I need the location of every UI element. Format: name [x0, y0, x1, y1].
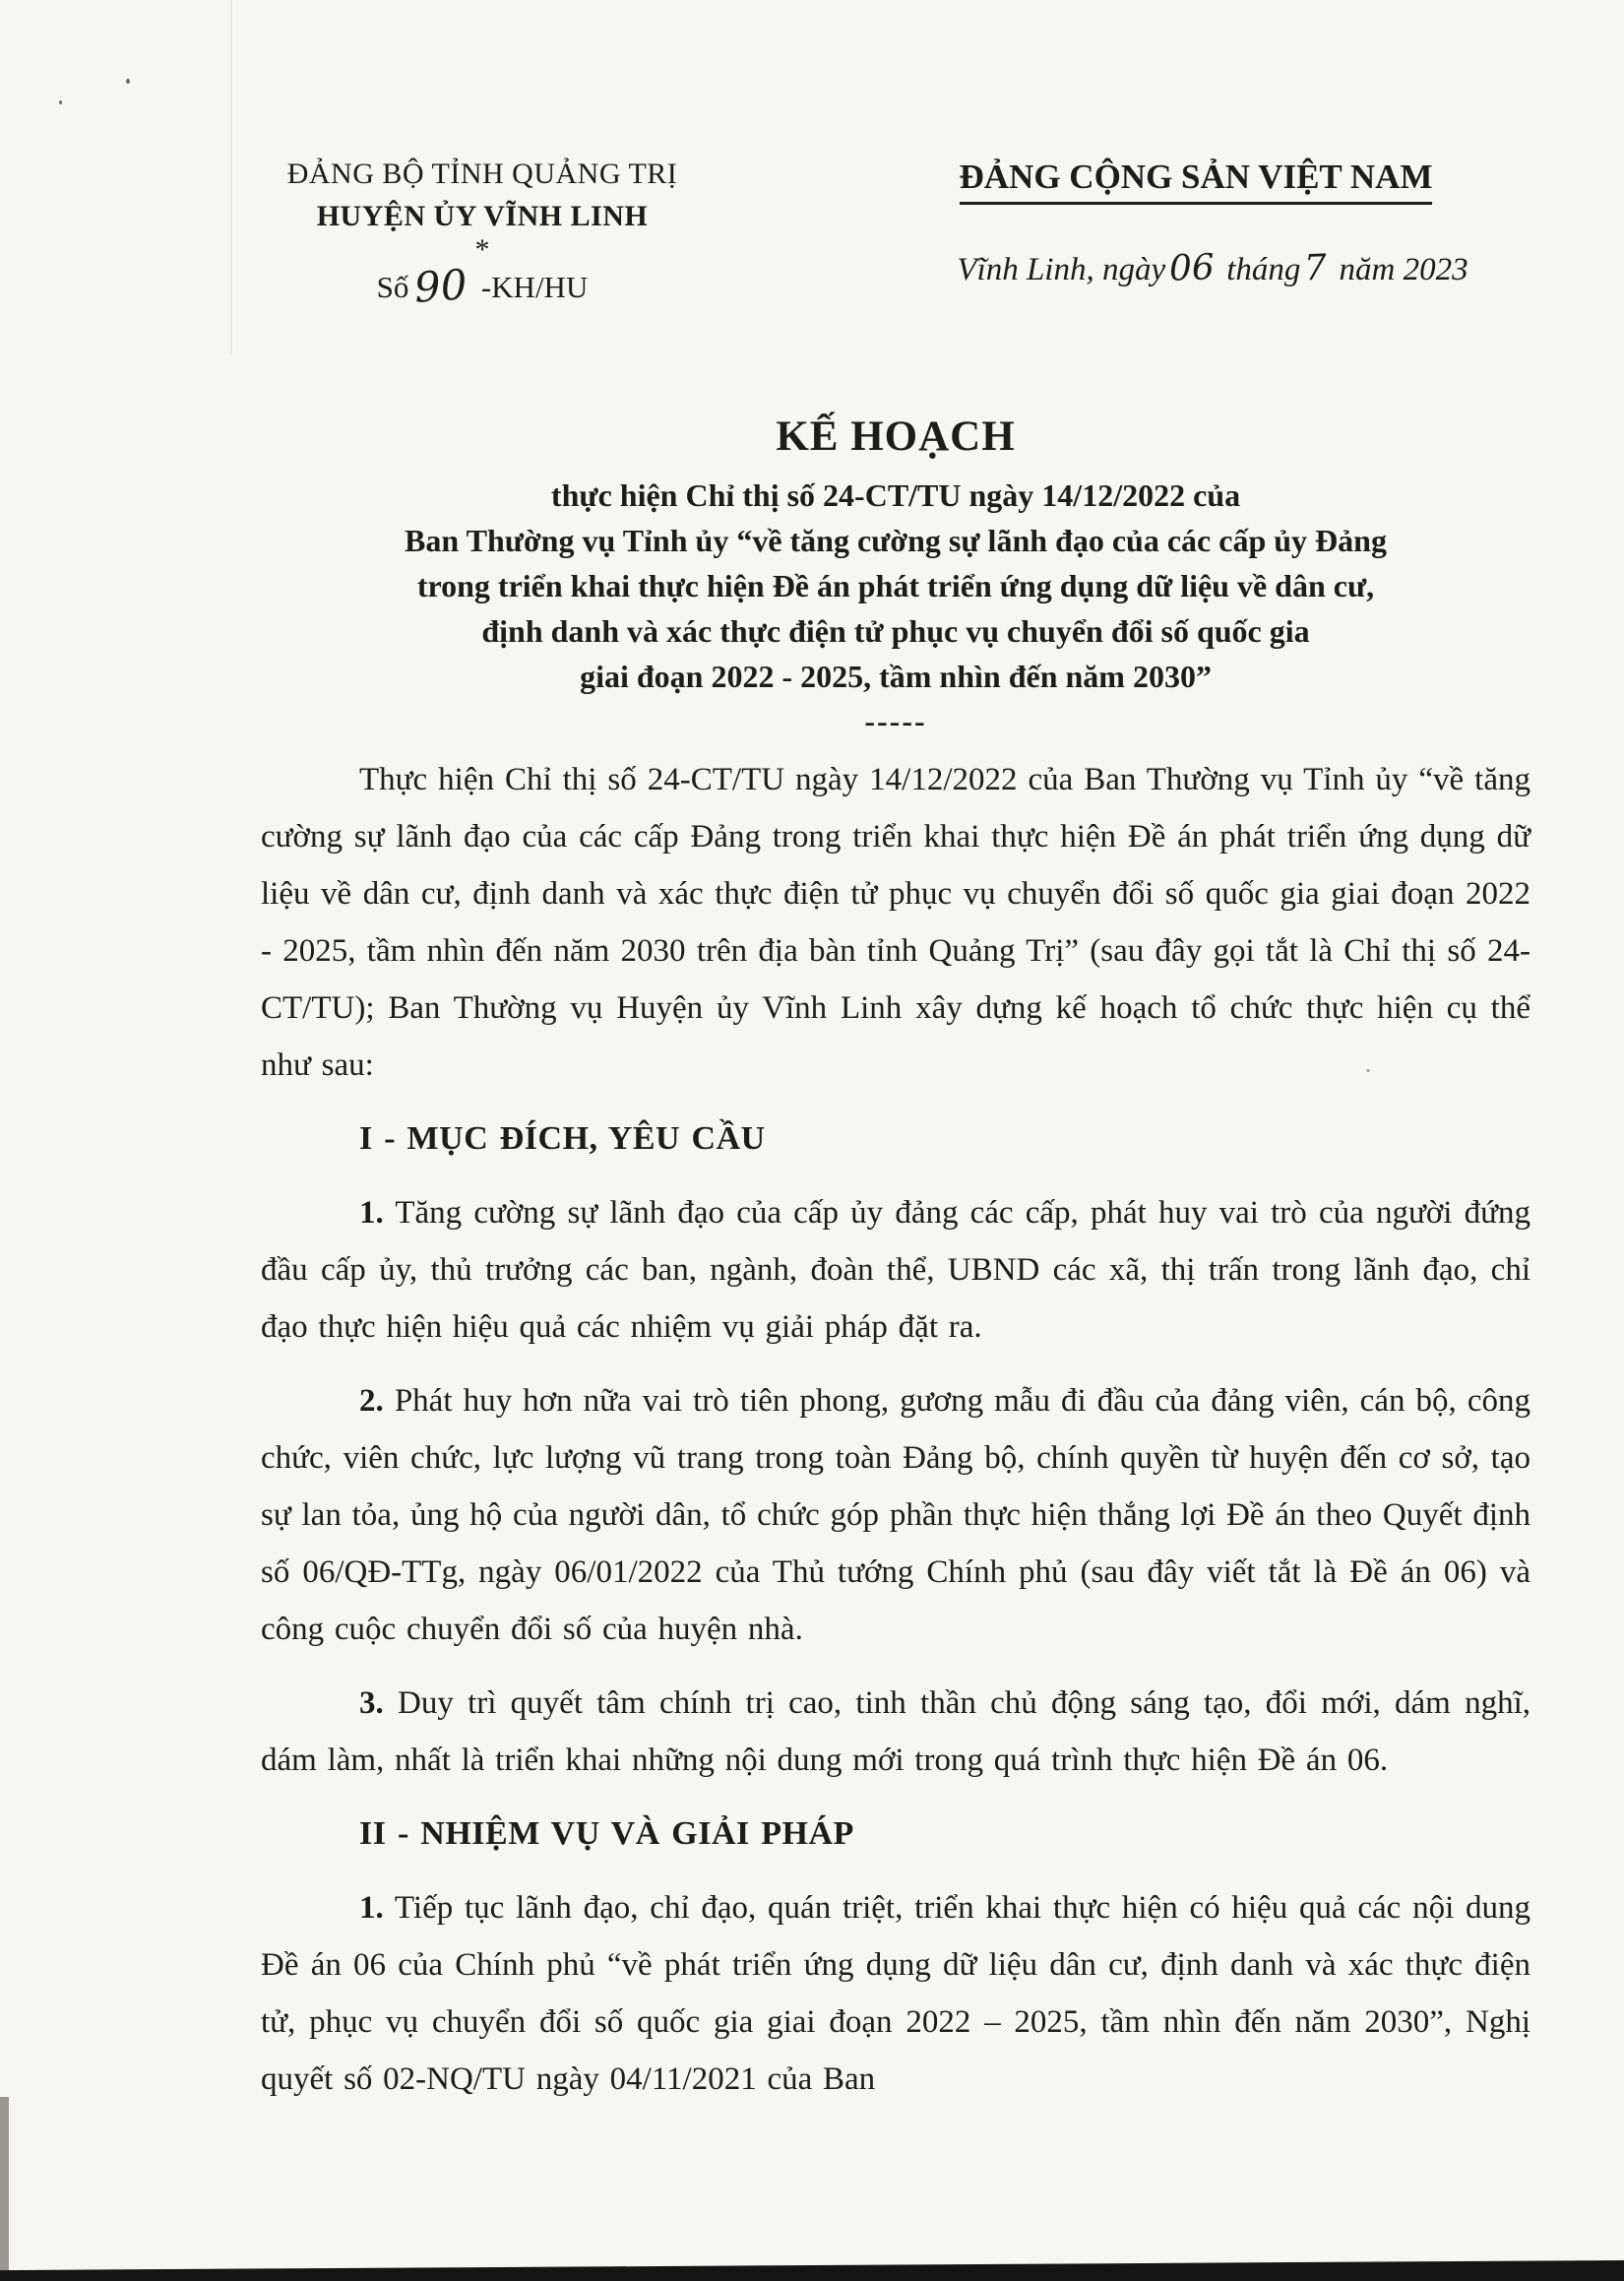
scan-left-edge-shadow — [0, 2097, 9, 2281]
doc-number-prefix: Số — [376, 270, 409, 304]
org-parent-name: ĐẢNG BỘ TỈNH QUẢNG TRỊ — [286, 158, 678, 190]
section-2-heading: II - NHIỆM VỤ VÀ GIẢI PHÁP — [359, 1815, 854, 1852]
section-1-paragraph-3 — [261, 1675, 1530, 1789]
plan-subtitle-line: định danh và xác thực điện tử phục vụ chuyển đổi số quốc gia — [481, 613, 1310, 649]
date-prefix: Vĩnh Linh, ngày — [957, 252, 1166, 287]
title-separator-dashes: ----- — [864, 703, 927, 738]
paragraph-text: Tăng cường sự lãnh đạo của cấp ủy đảng các cấp, phát huy vai trò của người đứng đầu cấp ủy, thủ trưởng các ban, ngành, đoàn thể, UBND các xã, thị trấn trong lãnh đạo, chỉ đạo thực hiện hiệu quả các nhiệm vụ giải pháp đặt ra. — [261, 1195, 1531, 1345]
document-number — [264, 260, 701, 312]
scan-speck — [1366, 1069, 1370, 1072]
plan-subtitle-line: giai đoạn 2022 - 2025, tầm nhìn đến năm 2030” — [580, 659, 1212, 694]
place-date-line — [898, 247, 1528, 289]
plan-subtitle-line: trong triển khai thực hiện Đề án phát triển ứng dụng dữ liệu về dân cư, — [416, 568, 1375, 603]
plan-subtitle-line: Ban Thường vụ Tỉnh ủy “về tăng cường sự lãnh đạo của các cấp ủy Đảng — [405, 523, 1387, 558]
scan-bottom-band — [0, 2260, 1624, 2281]
date-day-handwritten: 06 — [1168, 247, 1216, 289]
scan-crease-line — [230, 0, 232, 354]
paragraph-text: Phát huy hơn nữa vai trò tiên phong, gương mẫu đi đầu của đảng viên, cán bộ, công chức, viên chức, lực lượng vũ trang trong toàn Đảng bộ, chính quyền từ huyện đến cơ sở, tạo sự lan tỏa, ủng hộ của người dân, tổ chức góp phần thực hiện thắng lợi Đề án theo Quyết định số 06/QĐ-TTg, ngày 06/01/2022 của Thủ tướng Chính phủ (sau đây viết tắt là Đề án 06) và công cuộc chuyển đổi số của huyện nhà. — [261, 1383, 1531, 1647]
org-name: HUYỆN ỦY VĨNH LINH — [316, 200, 649, 232]
intro-paragraph: Thực hiện Chỉ thị số 24-CT/TU ngày 14/12/2022 của Ban Thường vụ Tỉnh ủy “về tăng cường sự lãnh đạo của các cấp Đảng trong triển khai thực hiện Đề án phát triển ứng dụng dữ liệu về dân cư, định danh và xác thực điện tử phục vụ chuyển đổi số quốc gia giai đoạn 2022 - 2025, tầm nhìn đến năm 2030 trên địa bàn tỉnh Quảng Trị” (sau đây gọi tắt là Chỉ thị số 24-CT/TU); Ban Thường vụ Huyện ủy Vĩnh Linh xây dựng kế hoạch tổ chức thực hiện cụ thể như sau: — [261, 762, 1530, 1083]
scan-speck — [126, 79, 130, 84]
date-month-handwritten: 7 — [1303, 247, 1328, 289]
section-1-heading: I - MỤC ĐÍCH, YÊU CẦU — [359, 1120, 766, 1157]
section-1-paragraph-2 — [261, 1372, 1530, 1658]
paragraph-text: Duy trì quyết tâm chính trị cao, tinh thần chủ động sáng tạo, đổi mới, dám nghĩ, dám làm, nhất là triển khai những nội dung mới trong quá trình thực hiện Đề án 06. — [261, 1685, 1531, 1778]
paragraph-number: 2. — [359, 1383, 384, 1419]
date-suffix: năm 2023 — [1339, 252, 1468, 287]
party-name-text: ĐẢNG CỘNG SẢN VIỆT NAM — [960, 158, 1433, 205]
doc-number-handwritten: 90 — [412, 260, 469, 312]
section-1-paragraph-1 — [261, 1184, 1530, 1356]
paragraph-number: 3. — [359, 1685, 384, 1721]
doc-number-suffix: -KH/HU — [480, 270, 589, 304]
plan-subtitle — [261, 473, 1530, 699]
document-body — [261, 751, 1530, 2124]
org-star-separator: * — [474, 233, 490, 266]
paragraph-text: Tiếp tục lãnh đạo, chỉ đạo, quán triệt, triển khai thực hiện có hiệu quả các nội dung Đề án 06 của Chính phủ “về phát triển ứng dụng dữ liệu dân cư, định danh và xác thực điện tử, phục vụ chuyển đổi số quốc gia giai đoạn 2022 – 2025, tầm nhìn đến năm 2030”, Nghị quyết số 02-NQ/TU ngày 04/11/2021 của Ban — [261, 1890, 1530, 2097]
paragraph-number: 1. — [359, 1890, 384, 1926]
scan-speck — [59, 100, 62, 104]
date-mid: tháng — [1226, 252, 1301, 287]
title-block — [261, 412, 1530, 738]
plan-title: KẾ HOẠCH — [776, 413, 1016, 460]
issuing-org-block — [264, 158, 701, 312]
plan-subtitle-line: thực hiện Chỉ thị số 24-CT/TU ngày 14/12/2022 của — [550, 477, 1241, 513]
section-2-paragraph-1 — [261, 1879, 1530, 2108]
paragraph-number: 1. — [359, 1195, 384, 1231]
party-name-heading — [898, 158, 1494, 205]
